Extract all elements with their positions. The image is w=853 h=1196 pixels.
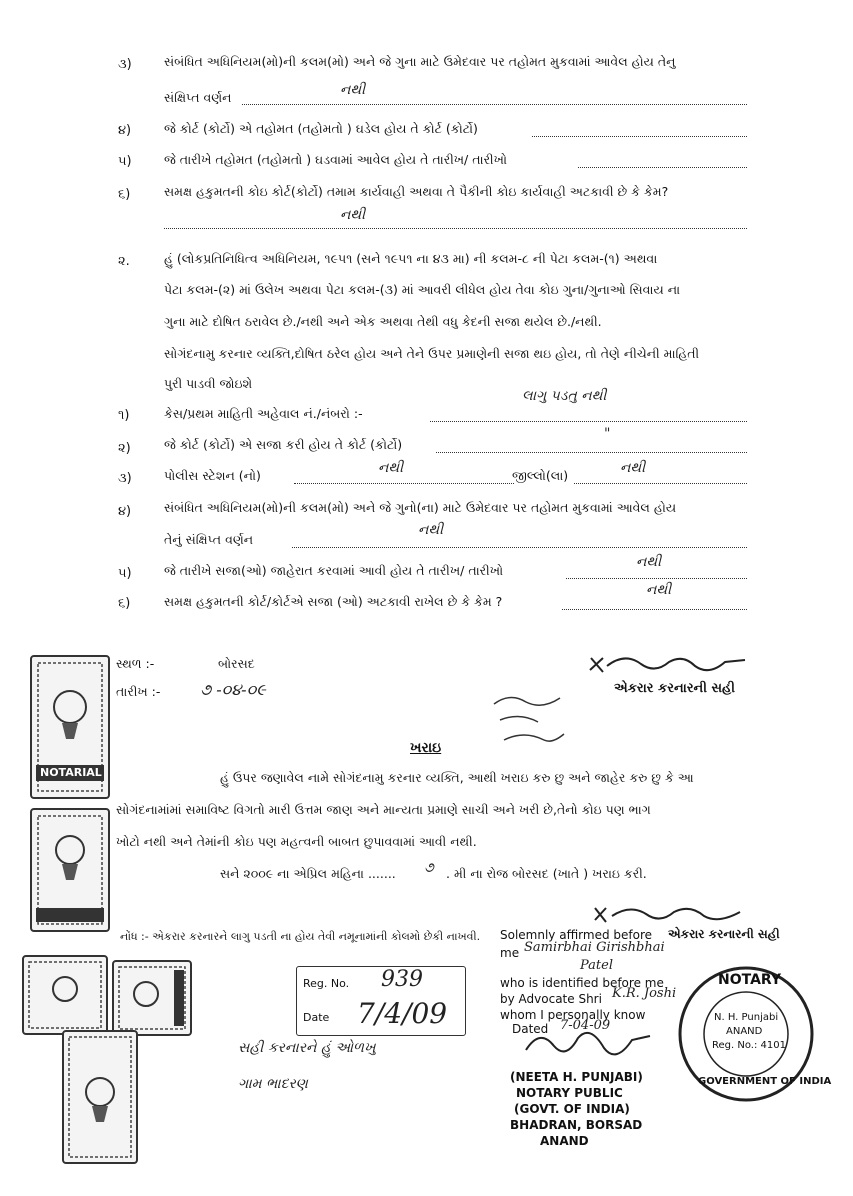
signature — [590, 902, 760, 930]
signatory-label: એકરાર કરનારની સહી — [614, 681, 735, 696]
handwritten-entry: નથી — [636, 554, 662, 570]
item-text: સંબંધિત અધિનિયમ(મો)ની કલમ(મો) અને જે ગુનો(ના) માટે ઉમેદવાર પર તહોમત મુકવામાં આવેલ હોય — [164, 500, 677, 515]
item-text: સંક્ષિપ્ત વર્ણન — [164, 90, 232, 105]
item-number: ૩) — [118, 471, 132, 486]
paragraph-line: ગુના માટે દોષિત ઠરાવેલ છે./નથી અને એક અથવા તેથી વધુ કેદની સજા થયેલ છે./નથી. — [164, 314, 602, 329]
handwritten-entry: 7-04-09 — [560, 1018, 611, 1033]
item-text: સમક્ષ હકુમતની કોઇ કોર્ટ(કોર્ટો) તમામ કાર્યવાહી અથવા તે પૈકીની કોઇ કાર્યવાહી અટકાવી છે કે કેમ? — [164, 184, 669, 199]
notary-seal — [676, 964, 832, 1104]
notary-affirm-text: Dated — [512, 1022, 549, 1036]
notary-name: (NEETA H. PUNJABI) — [510, 1070, 643, 1084]
item-text: તેનું સંક્ષિપ્ત વર્ણન — [164, 532, 254, 547]
notarial-stamp — [30, 808, 110, 932]
declaration-line: સોગંદનામાંમાં સમાવિષ્ટ વિગતો મારી ઉત્તમ જાણ અને માન્યતા પ્રમાણે સાચી અને ખરી છે,તેનો કોઇ પણ ભાગ — [116, 802, 651, 817]
item-text: જે તારીખે સજા(ઓ) જાહેરાત કરવામાં આવી હોય તે તારીખ/ તારીખો — [164, 563, 504, 578]
declaration-line: . મી ના રોજ બોરસદ (ખાતે ) ખરાઇ કરી. — [446, 866, 647, 881]
notarial-stamp — [62, 1030, 138, 1164]
item-text: જે કોર્ટ (કોર્ટો) એ તહોમત (તહોમતો ) ઘડેલ હોય તે કોર્ટ (કોર્ટો) — [164, 121, 478, 136]
notarial-stamp — [22, 955, 108, 1035]
item-number: ૪) — [118, 123, 132, 138]
item-text: જે કોર્ટ (કોર્ટો) એ સજા કરી હોય તે કોર્ટ (કોર્ટો) — [164, 437, 403, 452]
handwritten-entry: લાગુ પડતુ નથી — [522, 388, 607, 404]
reg-label: Reg. No. — [303, 977, 350, 990]
paragraph-line: સોગંદનામુ કરનાર વ્યક્તિ,દોષિત ઠરેલ હોય અને તેને ઉપર પ્રમાણેની સજા થઇ હોય, તો તેણે નીચેની માહિતી — [164, 346, 700, 361]
date-label: તારીખ :- — [116, 684, 161, 699]
item-text: સમક્ષ હકુમતની કોર્ટ/કોર્ટએ સજા (ઓ) અટકાવી રાખેલ છે કે કેમ ? — [164, 594, 503, 609]
item-text: પોલીસ સ્ટેશન (નો) — [164, 468, 261, 483]
emblem-icon — [114, 962, 190, 1034]
stamp-label: NOTARIAL — [40, 766, 102, 779]
notary-affirm-text: whom I personally know — [500, 1008, 646, 1022]
handwritten-entry: નથી — [646, 582, 672, 598]
notary-district: ANAND — [540, 1134, 589, 1148]
signature — [585, 650, 755, 684]
notarial-stamp — [30, 655, 110, 799]
notary-address: BHADRAN, BORSAD — [510, 1118, 643, 1132]
item-number: ૧) — [118, 408, 130, 423]
seal-reg: Reg. No.: 4101 — [712, 1040, 786, 1051]
item-number: ૫) — [118, 154, 132, 169]
section-number: ૨. — [118, 254, 130, 269]
notary-title: NOTARY PUBLIC — [516, 1086, 623, 1100]
emblem-icon — [64, 1032, 136, 1162]
handwritten-entry: ૭ — [424, 860, 434, 876]
handwritten-entry: Patel — [580, 958, 613, 973]
handwritten-entry: સહી કરનારને હું ઓળખુ — [238, 1040, 376, 1056]
item-text: જીલ્લો(લા) — [512, 468, 569, 483]
reg-number: 939 — [381, 967, 423, 992]
handwritten-entry: ગામ ભાદરણ — [238, 1076, 308, 1092]
notarial-stamp — [112, 960, 192, 1036]
handwritten-entry: નથી — [378, 460, 404, 476]
item-text: કેસ/પ્રથમ માહિતી અહેવાલ નં./નંબરો :- — [164, 406, 363, 421]
item-text: સંબંધિત અધિનિયમ(મો)ની કલમ(મો) અને જે ગુના માટે ઉમેદવાર પર તહોમત મુકવામાં આવેલ હોય તેનુ — [164, 54, 676, 69]
seal-name: N. H. Punjabi — [714, 1012, 779, 1023]
reg-date: 7/4/09 — [357, 997, 448, 1030]
item-text: જે તારીખે તહોમત (તહોમતો ) ઘડવામાં આવેલ હોય તે તારીખ/ તારીખો — [164, 152, 508, 167]
signature — [520, 1020, 660, 1070]
emblem-icon — [32, 810, 108, 930]
notary-affirm-text: me — [500, 946, 520, 960]
item-number: ૬) — [118, 187, 131, 202]
paragraph-line: પુરી પાડવી જોઇશે — [164, 376, 253, 391]
handwritten-entry: " — [604, 426, 611, 442]
declaration-line: હું ઉપર જણાવેલ નામે સોગંદનામુ કરનાર વ્યક્તિ, આથી ખરાઇ કરુ છુ અને જાહેર કરુ છુ કે આ — [220, 770, 694, 785]
declaration-line: ખોટો નથી અને તેમાંની કોઇ પણ મહત્વની બાબત છુપાવવામાં આવી નથી. — [116, 834, 477, 849]
emblem-icon — [24, 957, 106, 1033]
item-number: ૬) — [118, 596, 131, 611]
handwritten-entry: નથી — [340, 207, 366, 223]
paragraph-line: હું (લોકપ્રતિનિધિત્વ અધિનિયમ, ૧૯૫૧ (સને ૧૯૫૧ ના ૪૩ મા) ની કલમ-૮ ની પેટા કલમ-(૧) અથવા — [164, 251, 658, 266]
registration-box — [296, 966, 466, 1036]
handwritten-entry: Samirbhai Girishbhai — [524, 940, 665, 955]
item-number: ૫) — [118, 566, 132, 581]
handwritten-entry: નથી — [340, 82, 366, 98]
item-number: ૩) — [118, 57, 132, 72]
notary-affirm-text: who is identified before me — [500, 976, 664, 990]
declaration-title: ખરાઇ — [410, 740, 442, 756]
signatory-label: એકરાર કરનારની સહી — [668, 927, 780, 941]
date-label: Date — [303, 1011, 330, 1024]
item-number: ૪) — [118, 504, 132, 519]
note-text: નોંધ :- એકરાર કરનારને લાગુ પડતી ના હોય તેવી નમૂનામાંની કોલમો છેકી નાખવી. — [120, 930, 481, 943]
handwritten-note — [490, 690, 570, 750]
paragraph-line: પેટા કલમ-(૨) માં ઉલેખ અથવા પેટા કલમ-(૩) માં આવરી લીધેલ હોય તેવા કોઇ ગુના/ગુનાઓ સિવાય ના — [164, 282, 681, 297]
notary-affirm-text: Solemnly affirmed before — [500, 928, 653, 942]
date-value: ૭ -૦૪-૦૯ — [200, 680, 266, 699]
seal-place: ANAND — [726, 1026, 763, 1037]
declaration-line: સને ૨૦૦૯ ના એપ્રિલ મહિના ....... — [220, 866, 396, 881]
handwritten-entry: નથી — [620, 460, 646, 476]
item-number: ૨) — [118, 441, 131, 456]
notary-affirm-text: by Advocate Shri — [500, 992, 602, 1006]
seal-bottom-text: GOVERNMENT OF INDIA — [698, 1076, 832, 1087]
handwritten-entry: K.R. Joshi — [612, 986, 677, 1001]
place-label: સ્થળ :- — [116, 656, 155, 671]
handwritten-entry: નથી — [418, 522, 444, 538]
seal-top-text: NOTARY — [718, 972, 782, 988]
notary-govt: (GOVT. OF INDIA) — [514, 1102, 630, 1116]
place-value: બોરસદ — [218, 656, 255, 671]
